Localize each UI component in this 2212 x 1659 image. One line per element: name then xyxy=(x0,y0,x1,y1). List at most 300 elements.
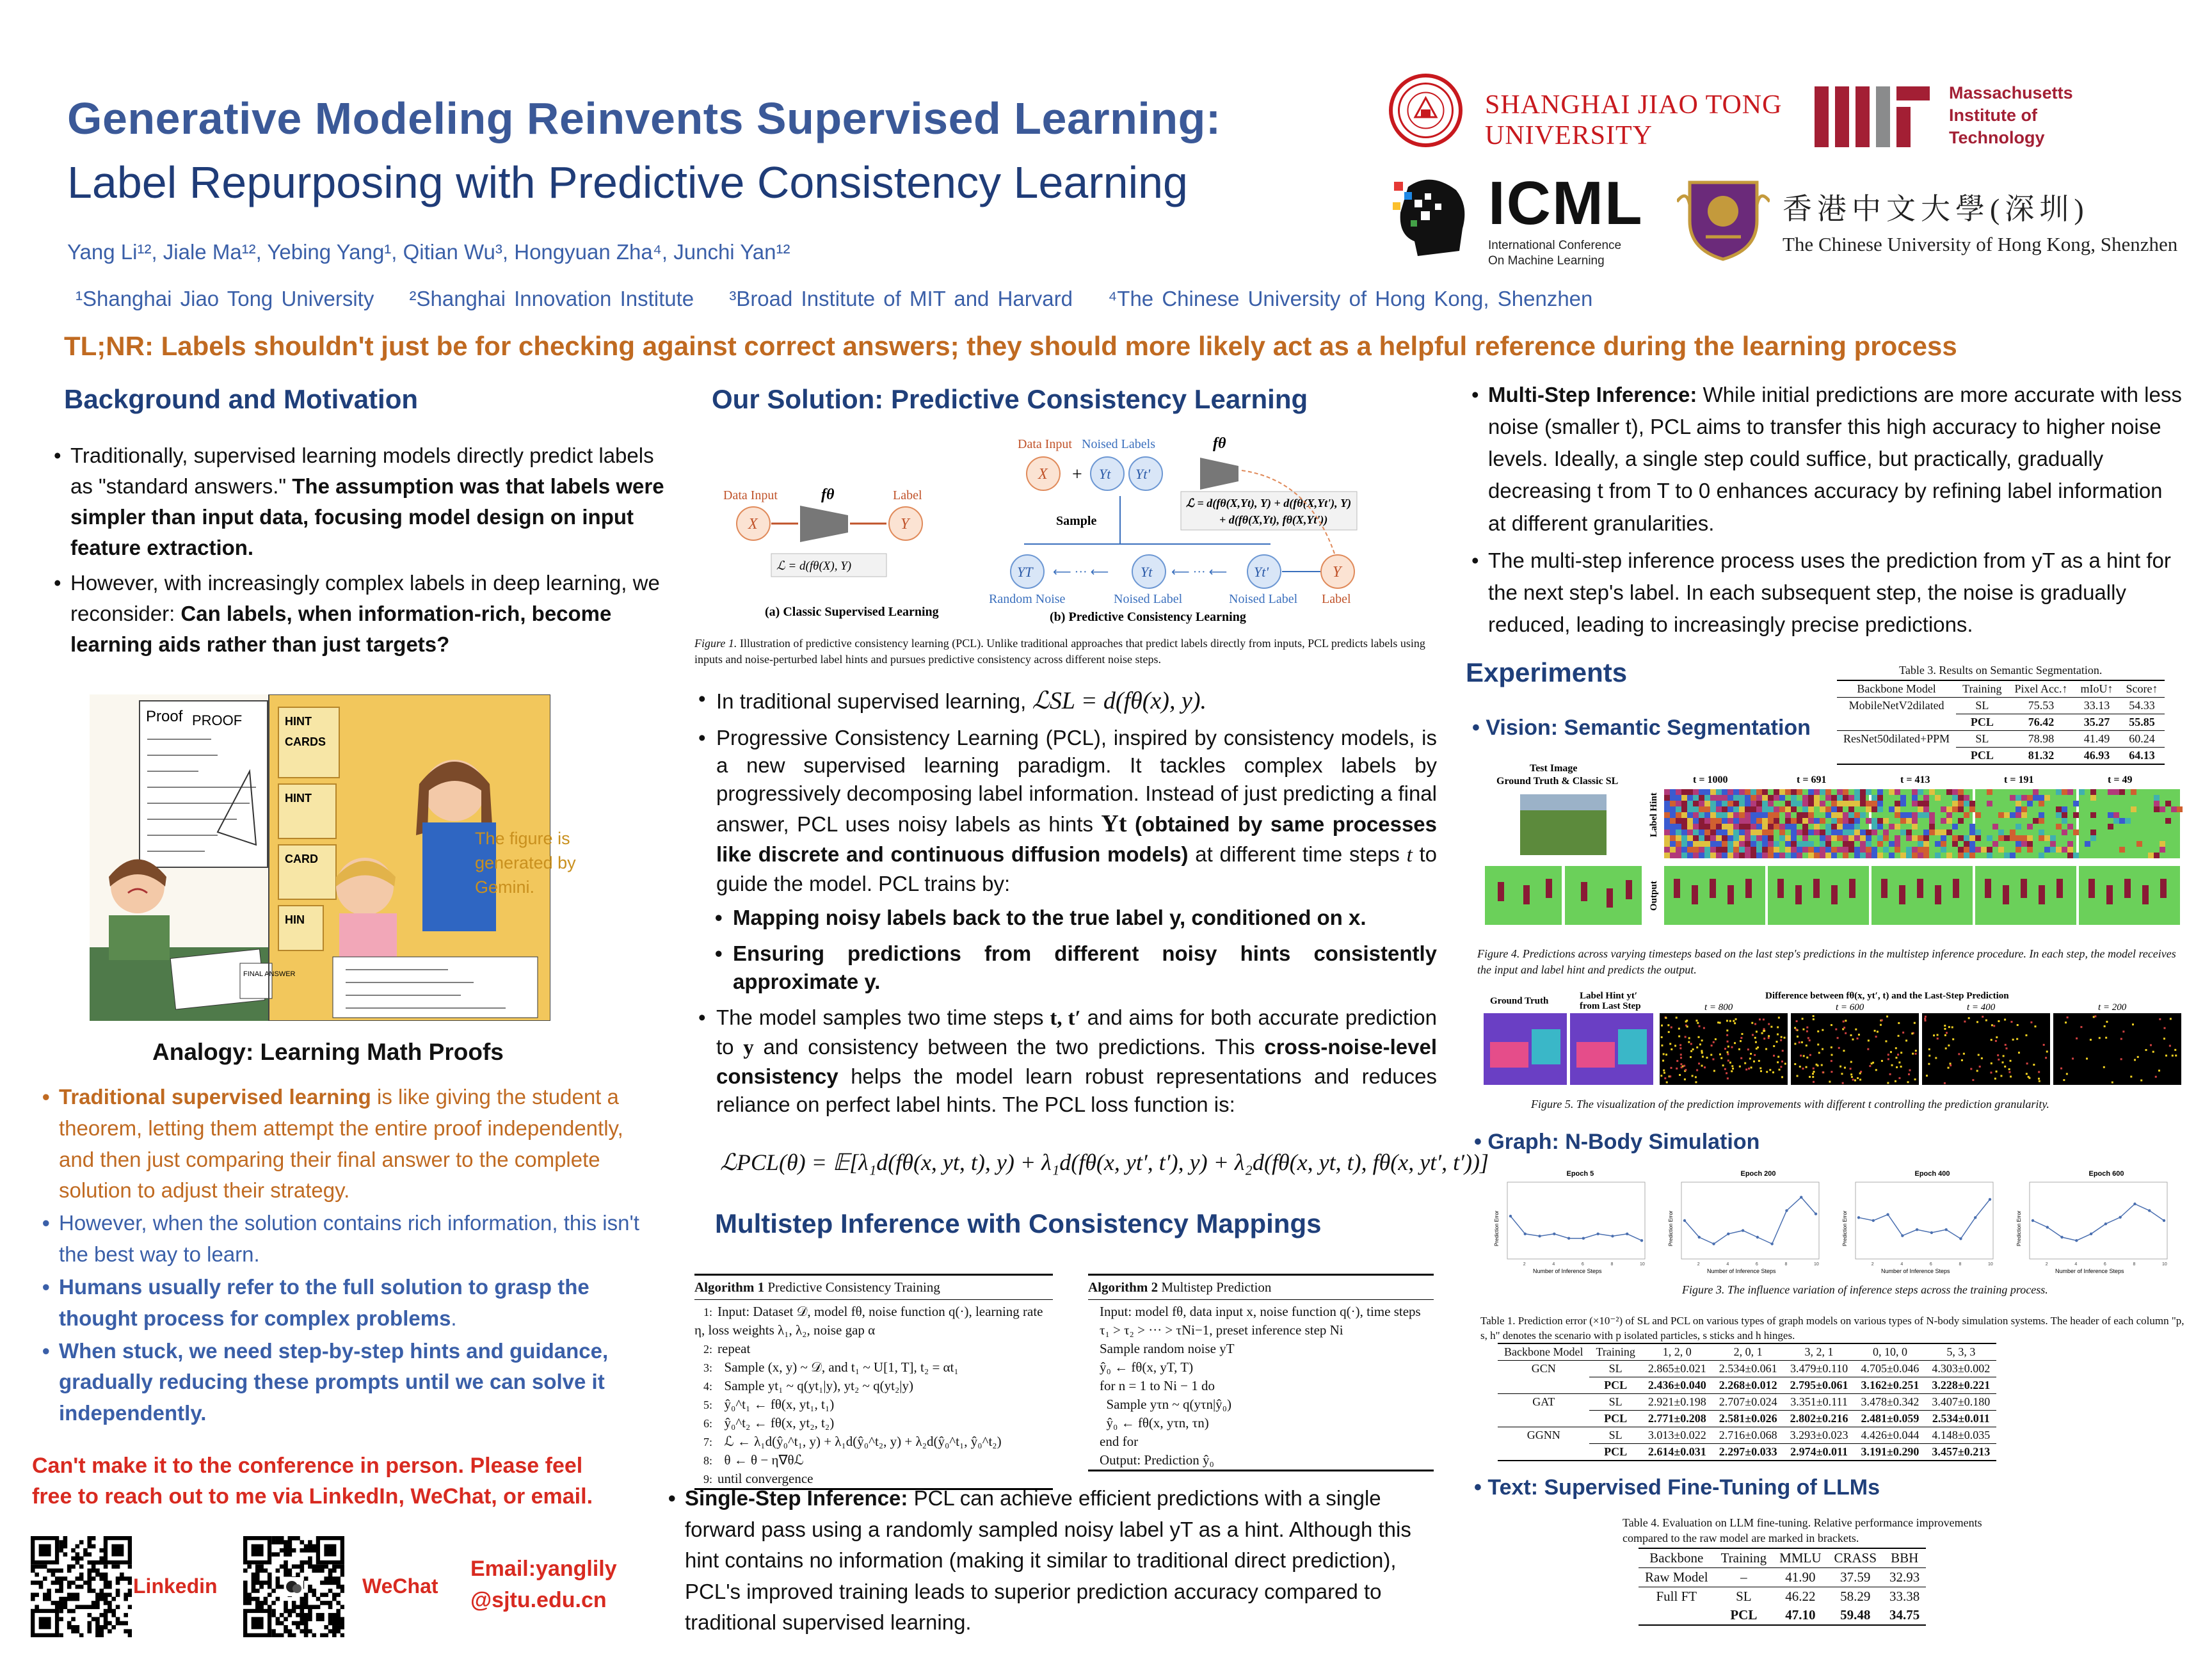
table-cell: 47.10 xyxy=(1773,1606,1827,1625)
chart-panel-frame xyxy=(1507,1182,1645,1259)
chart-data-point xyxy=(1626,1233,1628,1235)
fig1a-y: Y xyxy=(901,516,910,533)
table-cell: 2.614±0.031 xyxy=(1642,1444,1713,1461)
chart-data-point xyxy=(1785,1209,1788,1212)
text-subheading: • Text: Supervised Fine-Tuning of LLMs xyxy=(1474,1475,1880,1500)
table-header-cell: 1, 2, 0 xyxy=(1662,1345,1692,1358)
table-cell: PCL xyxy=(1715,1606,1774,1625)
chart-panel-frame xyxy=(1855,1182,1993,1259)
table-cell: 76.42 xyxy=(2008,714,2074,731)
sjtu-line-1: SHANGHAI JIAO TONG xyxy=(1485,90,1783,120)
chart-data-point xyxy=(1582,1237,1585,1240)
table-header-cell: Pixel Acc.↑ xyxy=(2014,682,2068,695)
fig4-timestep-label: t = 413 xyxy=(1900,774,1930,785)
table-header-cell: BBH xyxy=(1891,1550,1919,1566)
chart-x-tick-label: 2 xyxy=(1697,1262,1700,1267)
multi-step-bullet-2: • The multi-step inference process uses the prediction from yT as a hint for the next step's label. In each subsequent step, the noise is gradually reduced, leading to increasingly precise predictions. xyxy=(1469,545,2186,641)
fig4-row-label-output: Output xyxy=(1649,881,1659,911)
table-cell: PCL xyxy=(1589,1377,1641,1394)
table-header-cell: Training xyxy=(1962,682,2002,695)
algorithm-2-line: Sample yτn ~ q(yτn|ŷ₀) xyxy=(1100,1396,1231,1412)
graph-subheading: • Graph: N-Body Simulation xyxy=(1474,1130,1760,1154)
chart-panel-title: Epoch 400 xyxy=(1914,1170,1950,1178)
chart-x-tick-label: 6 xyxy=(2103,1262,2106,1267)
table-cell: PCL xyxy=(1956,714,2008,731)
table-cell: 2.921±0.198 xyxy=(1642,1394,1713,1411)
single-step-inference: • Single-Step Inference: PCL can achieve efficient predictions with a single forward pass using a randomly sampled noisy label yT as a hint. Although this hint contains no information (making it similar to traditional direct prediction), PCL's improved training leads to superior prediction accuracy compared to traditional supervised learning. xyxy=(666,1483,1434,1639)
table-cell: 46.22 xyxy=(1785,1589,1816,1604)
table-header-cell: Backbone Model xyxy=(1857,682,1936,695)
cartoon-hint-cards: CARDS xyxy=(285,735,326,748)
background-bullet-2: • However, with increasingly complex labels in deep learning, we reconsider: Can labels, when information-rich, become learning aids rather than just targets? xyxy=(51,568,666,660)
fig4-timestep-label: t = 191 xyxy=(2004,774,2034,785)
wechat-label[interactable]: WeChat xyxy=(362,1575,438,1598)
chart-data-point xyxy=(1742,1229,1744,1231)
tldr-banner: TL;NR: Labels shouldn't just be for checking against correct answers; they should more likely act as a helpful reference during the learning process xyxy=(64,331,1957,361)
table-cell: 2.707±0.024 xyxy=(1713,1394,1784,1411)
fig1b-loss-1: ℒ = d(fθ(X,Yt), Y) + d(fθ(X,Yt'), Y) xyxy=(1186,497,1352,509)
table-1-caption: Table 1. Prediction error (×10⁻²) of SL and PCL on various types of graph models on various types of N-body simulation systems. The header of each column "p, s, h" denotes the scenario with p isolated particles, s sticks and h hinges. xyxy=(1480,1315,2184,1342)
algorithm-1-line: 9: until convergence xyxy=(703,1470,813,1486)
poster-title-line-1: Generative Modeling Reinvents Supervised Learning: xyxy=(67,93,1221,143)
table-cell: 78.98 xyxy=(2008,731,2074,748)
fig5-diff-title: Difference between fθ(x, yt′, t) and the Last-Step Prediction xyxy=(1765,991,2009,1001)
table-cell: Raw Model xyxy=(1639,1568,1715,1587)
table-cell: 3.479±0.110 xyxy=(1784,1361,1855,1377)
chart-data-point xyxy=(1974,1216,1976,1219)
algorithm-1-line: 5: ŷ₀^t₁ ← fθ(x, yt₁, t₁) xyxy=(703,1396,835,1412)
table-cell: 2.297±0.033 xyxy=(1713,1444,1784,1461)
chart-data-point xyxy=(1930,1231,1933,1234)
mit-wordmark xyxy=(1949,82,2073,149)
table-cell: 2.795±0.061 xyxy=(1784,1377,1855,1394)
table-row xyxy=(1837,731,2165,748)
algorithm-1-line: 3: Sample (x, y) ~ 𝒟, and t₁ ~ U[1, T], t₂ = αt₁ xyxy=(703,1359,959,1375)
solution-bullet-3: • The model samples two time steps t, t′ and aims for both accurate prediction to y and consistency between the two predictions. This cross-noise-level consistency helps the model learn robust representations and reduces reliance on perfect label hints. The PCL loss function is: xyxy=(694,1004,1437,1119)
algorithm-1-title: Algorithm 1 Predictive Consistency Training xyxy=(694,1274,1053,1300)
table-cell: 75.53 xyxy=(2008,698,2074,714)
cartoon-hint-2: HINT xyxy=(285,792,312,805)
chart-series-line xyxy=(1511,1216,1642,1240)
chart-data-point xyxy=(1944,1228,1947,1231)
table-1-nbody xyxy=(1498,1343,1996,1461)
poster-title-line-2: Label Repurposing with Predictive Consistency Learning xyxy=(67,157,1188,207)
table-cell: 35.27 xyxy=(2074,714,2120,731)
chart-panel-title: Epoch 5 xyxy=(1566,1170,1594,1178)
table-4-llm xyxy=(1639,1548,1926,1626)
table-row xyxy=(1639,1606,1926,1625)
figure-1-caption: Figure 1. Illustration of predictive consistency learning (PCL). Unlike traditional approaches that predict labels directly from inputs, PCL predicts labels using inputs and noise-perturbed label hints and pursues predictive consistency across different noise steps. xyxy=(694,637,1425,666)
cuhk-crest-logo xyxy=(1677,176,1770,262)
table-cell: SL xyxy=(1956,731,2008,748)
table-cell: 3.457±0.213 xyxy=(1925,1444,1996,1461)
chart-data-point xyxy=(1872,1219,1875,1222)
fig5-diff-panel xyxy=(1922,1013,2050,1085)
chart-data-point xyxy=(2032,1219,2034,1222)
chart-data-point xyxy=(1727,1233,1729,1235)
experiments-heading: Experiments xyxy=(1466,657,1628,687)
cartoon-proof-label-2: PROOF xyxy=(192,712,243,728)
icml-head-logo xyxy=(1389,174,1475,260)
chart-data-point xyxy=(1815,1212,1817,1215)
table-cell: 3.478±0.342 xyxy=(1855,1394,1926,1411)
chart-x-axis-label: Number of Inference Steps xyxy=(1881,1268,1950,1274)
table-cell xyxy=(1498,1444,1589,1461)
nbody-inference-steps-chart xyxy=(1491,1168,2170,1280)
algorithm-2-line: Output: Prediction ŷ₀ xyxy=(1100,1452,1214,1468)
table-cell: PCL xyxy=(1589,1411,1641,1427)
chart-data-point xyxy=(2090,1233,2092,1235)
table-cell: 3.228±0.221 xyxy=(1925,1377,1996,1394)
table-header-cell: MMLU xyxy=(1779,1550,1822,1566)
fig1b-yt-bottom: Yt xyxy=(1141,564,1153,580)
chart-data-point xyxy=(1553,1233,1555,1235)
chart-data-point xyxy=(1683,1219,1686,1222)
chart-data-point xyxy=(1800,1196,1802,1198)
background-heading: Background and Motivation xyxy=(64,384,419,414)
table-cell: 64.13 xyxy=(2120,748,2165,765)
fig1b-yt: Yt xyxy=(1099,466,1111,482)
analogy-title: Analogy: Learning Math Proofs xyxy=(152,1039,504,1065)
chart-data-point xyxy=(2119,1216,2121,1219)
chart-data-point xyxy=(1886,1213,1889,1215)
table-row xyxy=(1498,1444,1996,1461)
chart-data-point xyxy=(1712,1242,1715,1245)
table-cell: 2.534±0.061 xyxy=(1713,1361,1784,1377)
fig5-timestep-label: t = 200 xyxy=(2098,1002,2127,1013)
table-cell: 3.013±0.022 xyxy=(1642,1427,1713,1444)
affiliation-3: ³Broad Institute of MIT and Harvard xyxy=(729,287,1073,310)
linkedin-label[interactable]: Linkedin xyxy=(133,1575,218,1598)
table-cell: 2.534±0.011 xyxy=(1925,1411,1996,1427)
sjtu-line-2: UNIVERSITY xyxy=(1485,121,1653,151)
chart-data-point xyxy=(2060,1236,2063,1238)
fig5-timestep-label: t = 400 xyxy=(1967,1002,1996,1013)
chart-x-tick-label: 4 xyxy=(1900,1262,1903,1267)
icml-fullname-1: International Conference xyxy=(1488,239,1622,252)
table-header-cell: 0, 10, 0 xyxy=(1872,1345,1907,1358)
table-cell: – xyxy=(1715,1568,1774,1587)
table-row xyxy=(1837,748,2165,765)
chart-data-point xyxy=(1567,1237,1570,1240)
algorithm-1-line: 7: ℒ ← λ₁d(ŷ₀^t₁, y) + λ₁d(ŷ₀^t₂, y) + λ₂d(ŷ₀^t₁, ŷ₀^t₂) xyxy=(703,1433,1002,1449)
icml-fullname-2: On Machine Learning xyxy=(1488,253,1605,268)
algorithm-2-title: Algorithm 2 Multistep Prediction xyxy=(1088,1274,1434,1300)
table-cell: ResNet50dilated+PPM xyxy=(1843,732,1950,746)
table-4-caption: Table 4. Evaluation on LLM fine-tuning. Relative performance improvements compared to the raw model are marked in brackets. xyxy=(1623,1516,1982,1545)
algorithm-2-line: for n = 1 to Ni − 1 do xyxy=(1100,1377,1215,1393)
prediction-difference-figure xyxy=(1484,991,2184,1087)
cuhk-wordmark xyxy=(1783,186,2177,256)
mit-logo xyxy=(1815,86,1930,147)
table-cell xyxy=(1837,748,1956,765)
algorithm-1-line: 8: θ ← θ − η∇θℒ xyxy=(703,1452,804,1468)
table-cell: 59.48 xyxy=(1828,1606,1884,1625)
chart-x-tick-label: 4 xyxy=(2074,1262,2078,1267)
background-bullet-1: • Traditionally, supervised learning models directly predict labels as "standard answers." The assumption was that labels were simpler than input data, focusing model design on input feature extraction. xyxy=(51,440,666,563)
table-header-cell: Training xyxy=(1596,1345,1635,1358)
fig4-test-image-label: Test Image xyxy=(1530,764,1578,774)
multi-step-inference-list xyxy=(1469,379,2186,646)
pcl-illustration-figure xyxy=(694,435,1431,627)
chart-data-point xyxy=(1698,1236,1701,1238)
chart-data-point xyxy=(1770,1242,1773,1245)
table-row xyxy=(1498,1377,1996,1394)
chart-x-tick-label: 6 xyxy=(1581,1262,1584,1267)
table-cell xyxy=(1639,1606,1715,1625)
chart-series-line xyxy=(1859,1199,1990,1239)
fig5-diff-panel xyxy=(2053,1013,2181,1085)
table-cell: 41.49 xyxy=(2074,731,2120,748)
chart-y-axis-label: Prediction Error xyxy=(1668,1210,1674,1246)
chart-y-axis-label: Prediction Error xyxy=(1842,1210,1848,1246)
table-cell: SL xyxy=(1589,1361,1641,1377)
fig1b-noised-label-1: Noised Label xyxy=(1114,592,1183,606)
icml-fullname xyxy=(1488,238,1644,269)
fig1b-loss-2: + d(fθ(X,Yt), fθ(X,Yt')) xyxy=(1219,513,1328,526)
mit-line-3: Technology xyxy=(1949,128,2045,148)
fig1b-label: Label xyxy=(1322,592,1351,606)
table-cell: 2.268±0.012 xyxy=(1713,1377,1784,1394)
chart-data-point xyxy=(1524,1233,1527,1235)
chart-y-axis-label: Prediction Error xyxy=(2016,1210,2022,1246)
table-cell: 3.191±0.290 xyxy=(1855,1444,1926,1461)
chart-x-tick-label: 8 xyxy=(2133,1262,2136,1267)
chart-x-tick-label: 2 xyxy=(2045,1262,2048,1267)
solution-bullet-2: • Progressive Consistency Learning (PCL), inspired by consistency models, is a new supervised learning paradigm. It tackles complex labels by progressively decomposing label information. Instead of just predicting a final answer, PCL uses noisy labels as hints Yt (obtained by same processes like discrete and continuous diffusion models) at different time steps t to guide the model. PCL trains by: xyxy=(694,724,1437,898)
cartoon-final-answer: FINAL ANSWER xyxy=(243,970,296,978)
table-cell: 3.351±0.111 xyxy=(1784,1394,1855,1411)
table-cell: 2.716±0.068 xyxy=(1713,1427,1784,1444)
fig5-timestep-label: t = 800 xyxy=(1704,1002,1733,1013)
linkedin-qr-code[interactable] xyxy=(31,1536,132,1637)
solution-list xyxy=(694,685,1437,1125)
segmentation-timesteps-figure xyxy=(1485,764,2183,927)
table-header-cell: Backbone Model xyxy=(1504,1345,1583,1358)
email-contact[interactable]: Email:yanglily @sjtu.edu.cn xyxy=(470,1557,617,1613)
algorithm-1-line: 4: Sample yt₁ ~ q(yt₁|y), yt₂ ~ q(yt₂|y) xyxy=(703,1377,913,1393)
mit-line-2: Institute of xyxy=(1949,106,2037,125)
table-cell: SL xyxy=(1589,1427,1641,1444)
analogy-list xyxy=(40,1082,661,1431)
table-cell: MobileNetV2dilated xyxy=(1848,699,1944,712)
table-cell: 2.436±0.040 xyxy=(1642,1377,1713,1394)
fig1b-yt-prime: Yt' xyxy=(1135,466,1151,482)
sjtu-wordmark xyxy=(1485,90,1782,152)
algorithm-2-line: ŷ₀ ← fθ(x, yτn, τn) xyxy=(1100,1415,1209,1431)
chart-data-point xyxy=(1596,1233,1599,1235)
analogy-bullet-3: • Humans usually refer to the full solution to grasp the thought process for complex problems. xyxy=(40,1272,661,1334)
table-cell: 4.303±0.002 xyxy=(1925,1361,1996,1377)
fig1b-random-noise: Random Noise xyxy=(989,592,1066,606)
chart-data-point xyxy=(1611,1235,1614,1237)
table-row xyxy=(1837,698,2165,714)
table-cell: 2.974±0.011 xyxy=(1784,1444,1855,1461)
table-cell: GGNN xyxy=(1527,1429,1560,1442)
fig4-timestep-label: t = 1000 xyxy=(1693,774,1728,785)
table-row xyxy=(1837,714,2165,731)
table-cell: PCL xyxy=(1956,748,2008,765)
table-cell: GAT xyxy=(1532,1395,1555,1409)
figure-5-caption: Figure 5. The visualization of the prediction improvements with different t controlling the prediction granularity. xyxy=(1531,1098,2049,1110)
table-cell xyxy=(1837,714,1956,731)
pcl-loss-formula: ℒPCL(θ) = 𝔼[λ₁d(fθ(x, yt, t), y) + λ₁d(fθ(x, yt′, t′), y) + λ₂d(fθ(x, yt, t), fθ(x, yt′, t′))] xyxy=(720,1150,1489,1175)
fig1b-noised-label-2: Noised Label xyxy=(1229,592,1298,606)
chart-x-tick-label: 6 xyxy=(1755,1262,1758,1267)
algorithm-1-line: 1: Input: Dataset 𝒟, model fθ, noise function q(·), learning rate η, loss weights λ₁, λ₂, noise gap α xyxy=(694,1303,1046,1338)
algorithm-2-line: Sample random noise yT xyxy=(1100,1340,1235,1356)
table-header-cell: Training xyxy=(1720,1550,1767,1566)
fig4-timestep-label: t = 49 xyxy=(2108,774,2133,785)
table-row xyxy=(1498,1411,1996,1427)
background-list xyxy=(51,440,666,665)
table-cell: 3.293±0.023 xyxy=(1784,1427,1855,1444)
chart-x-axis-label: Number of Inference Steps xyxy=(1533,1268,1602,1274)
fig1b-data-input-label: Data Input xyxy=(1018,437,1072,451)
algorithm-1-line: 6: ŷ₀^t₂ ← fθ(x, yt₂, t₂) xyxy=(703,1415,835,1431)
table-header-cell: mIoU↑ xyxy=(2080,682,2113,695)
table-cell: 37.59 xyxy=(1828,1568,1884,1587)
fig5-timestep-label: t = 600 xyxy=(1836,1002,1864,1013)
chart-data-point xyxy=(1538,1235,1541,1237)
chart-data-point xyxy=(1959,1237,1962,1240)
table-cell: 3.407±0.180 xyxy=(1925,1394,1996,1411)
table-cell: 46.93 xyxy=(2074,748,2120,765)
table-row xyxy=(1498,1394,1996,1411)
analogy-bullet-4: • When stuck, we need step-by-step hints and guidance, gradually reducing these prompts until we can solve it independently. xyxy=(40,1336,661,1429)
table-cell: GCN xyxy=(1531,1362,1556,1375)
fig1a-x: X xyxy=(748,516,758,533)
chart-x-tick-label: 8 xyxy=(1784,1262,1788,1267)
author-list: Yang Li¹², Jiale Ma¹², Yebing Yang¹, Qitian Wu³, Hongyuan Zha⁴, Junchi Yan¹² xyxy=(67,240,790,264)
icml-acronym: ICML xyxy=(1488,169,1644,237)
table-cell xyxy=(1498,1377,1589,1394)
mit-line-1: Massachusetts xyxy=(1949,83,2073,102)
solution-subbullet-1: • Mapping noisy labels back to the true label y, conditioned on x. xyxy=(694,904,1437,932)
chart-series-line xyxy=(1685,1198,1816,1244)
cuhk-english-name: The Chinese University of Hong Kong, Shenzhen xyxy=(1783,233,2178,255)
table-cell: 58.29 xyxy=(1840,1589,1871,1604)
affiliation-2: ²Shanghai Innovation Institute xyxy=(409,287,694,310)
chart-panel-frame xyxy=(1681,1182,1819,1259)
table-cell: 60.24 xyxy=(2120,731,2165,748)
solution-heading: Our Solution: Predictive Consistency Learning xyxy=(712,384,1308,414)
cartoon-proof-label-1: Proof xyxy=(146,708,183,725)
cartoon-hint-card: CARD xyxy=(285,853,318,865)
table-header-cell: 2, 0, 1 xyxy=(1733,1345,1763,1358)
table-cell: 4.705±0.046 xyxy=(1855,1361,1926,1377)
table-row xyxy=(1639,1587,1926,1607)
chart-data-point xyxy=(1901,1234,1903,1237)
fig4-timestep-label: t = 691 xyxy=(1797,774,1827,785)
fig1b-plus: + xyxy=(1072,465,1082,485)
table-cell: 33.38 xyxy=(1889,1589,1920,1604)
fig1b-caption: (b) Predictive Consistency Learning xyxy=(1050,610,1246,624)
chart-x-tick-label: 10 xyxy=(1988,1262,1993,1267)
algorithm-2-line: Input: model fθ, data input x, noise function q(·), time steps τ₁ > τ₂ > ··· > τNi−1, preset inference step Ni xyxy=(1100,1303,1424,1338)
chart-data-point xyxy=(1989,1198,1991,1201)
chart-data-point xyxy=(2163,1219,2165,1222)
table-row xyxy=(1498,1361,1996,1377)
table-cell xyxy=(1498,1411,1589,1427)
contact-message: Can't make it to the conference in person. Please feel free to reach out to me via LinkedIn, WeChat, or email. xyxy=(32,1454,593,1509)
cartoon-hint-1: HINT xyxy=(285,715,312,728)
chart-panel-title: Epoch 200 xyxy=(1740,1170,1776,1178)
table-cell: 2.771±0.208 xyxy=(1642,1411,1713,1427)
fig1a-label-label: Label xyxy=(893,488,922,502)
chart-data-point xyxy=(2075,1239,2078,1242)
chart-y-axis-label: Prediction Error xyxy=(1494,1210,1500,1246)
table-cell: 34.75 xyxy=(1883,1606,1926,1625)
table-header-cell: Score↑ xyxy=(2126,682,2158,695)
chart-data-point xyxy=(1640,1239,1643,1242)
table-header-cell: 3, 2, 1 xyxy=(1804,1345,1834,1358)
fig5-gt-label: Ground Truth xyxy=(1490,996,1549,1006)
chart-x-tick-label: 8 xyxy=(1610,1262,1614,1267)
chart-panel-frame xyxy=(2030,1182,2167,1259)
wechat-qr-code[interactable] xyxy=(243,1536,344,1637)
fig1b-yt-prime-bottom: Yt' xyxy=(1254,564,1269,580)
table-cell: 54.33 xyxy=(2120,698,2165,714)
fig4-row-label-hint: Label Hint xyxy=(1649,792,1659,837)
table-row xyxy=(1498,1427,1996,1444)
algorithm-2 xyxy=(1088,1274,1434,1471)
chart-series-line xyxy=(2033,1204,2164,1240)
chart-panel-title: Epoch 600 xyxy=(2088,1170,2124,1178)
fig5-hint-label-2: from Last Step xyxy=(1580,1001,1641,1011)
fig1b-yT: YT xyxy=(1017,564,1033,580)
chart-x-axis-label: Number of Inference Steps xyxy=(2055,1268,2124,1274)
fig1b-f-label: fθ xyxy=(1213,435,1226,452)
table-header-cell: 5, 3, 3 xyxy=(1946,1345,1976,1358)
table-cell: 3.162±0.251 xyxy=(1855,1377,1926,1394)
fig1b-y: Y xyxy=(1333,564,1342,581)
fig1a-f-label: fθ xyxy=(821,486,835,503)
analogy-bullet-2: • However, when the solution contains rich information, this isn't the best way to learn. xyxy=(40,1208,661,1270)
chart-data-point xyxy=(1916,1228,1918,1231)
table-cell: 32.93 xyxy=(1883,1568,1926,1587)
fig1b-noised-labels-label: Noised Labels xyxy=(1082,437,1155,451)
fig1a-caption: (a) Classic Supervised Learning xyxy=(765,605,939,619)
chart-x-tick-label: 10 xyxy=(2162,1262,2167,1267)
table-header-cell: Backbone xyxy=(1649,1550,1704,1566)
fig1b-x: X xyxy=(1038,466,1048,483)
table-cell: SL xyxy=(1736,1589,1752,1604)
multistep-heading: Multistep Inference with Consistency Mappings xyxy=(715,1208,1322,1238)
algorithm-2-line: end for xyxy=(1100,1433,1139,1449)
chart-x-tick-label: 4 xyxy=(1726,1262,1729,1267)
table-row xyxy=(1639,1568,1926,1587)
algorithm-1-body xyxy=(694,1302,1053,1490)
table-cell: 55.85 xyxy=(2120,714,2165,731)
algorithm-1-line: 2: repeat xyxy=(703,1340,751,1356)
fig1b-sample-label: Sample xyxy=(1056,514,1097,528)
algorithm-2-body xyxy=(1088,1302,1434,1471)
chart-data-point xyxy=(1857,1216,1860,1219)
table-cell: SL xyxy=(1956,698,2008,714)
chart-data-point xyxy=(1756,1236,1759,1238)
chart-x-tick-label: 2 xyxy=(1523,1262,1526,1267)
table-cell: 4.148±0.035 xyxy=(1925,1427,1996,1444)
affiliation-1: ¹Shanghai Jiao Tong University xyxy=(76,287,374,310)
fig1a-data-input-label: Data Input xyxy=(723,488,778,502)
fig1a-loss: ℒ = d(fθ(X), Y) xyxy=(776,559,852,573)
sjtu-seal-logo xyxy=(1389,74,1463,147)
chart-x-axis-label: Number of Inference Steps xyxy=(1707,1268,1776,1274)
table-cell: 4.426±0.044 xyxy=(1855,1427,1926,1444)
fig5-hint-label-1: Label Hint yt′ xyxy=(1580,991,1638,1001)
table-cell: 2.802±0.216 xyxy=(1784,1411,1855,1427)
